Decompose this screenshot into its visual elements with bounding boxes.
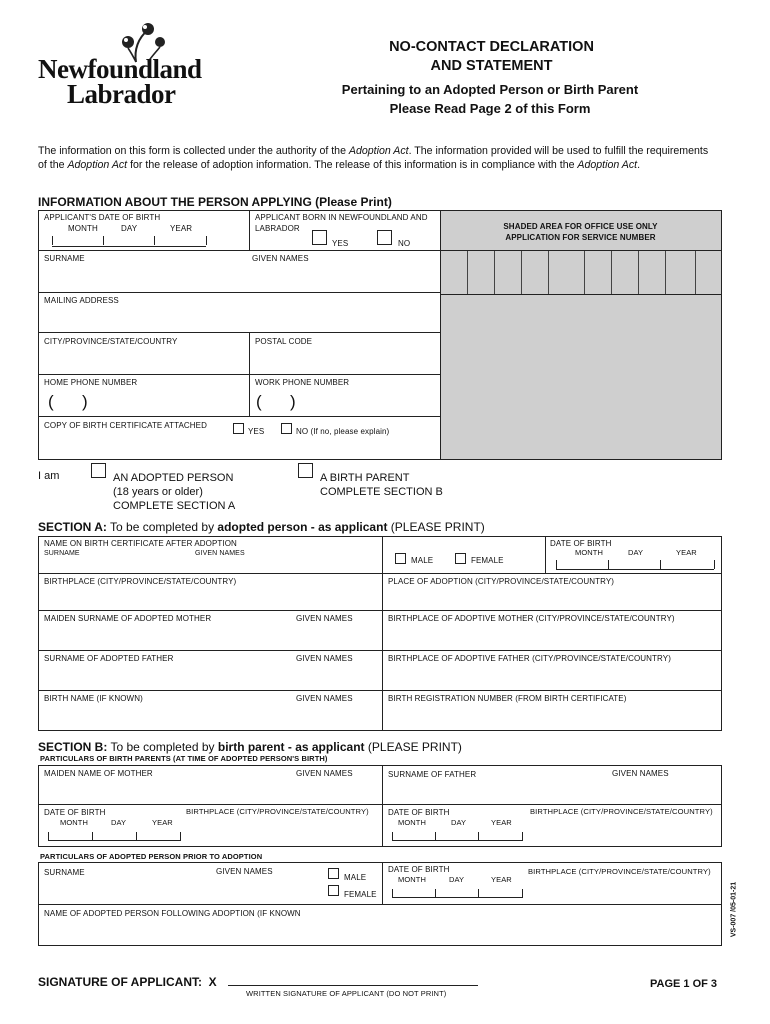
adopted-person-label-3: COMPLETE SECTION A bbox=[113, 500, 236, 512]
sec-a-birthplace-field[interactable] bbox=[40, 589, 380, 608]
section-a-heading: SECTION A: To be completed by adopted person - as applicant (PLEASE PRINT) bbox=[38, 520, 485, 534]
prior-birthplace-label: BIRTHPLACE (CITY/PROVINCE/STATE/COUNTRY) bbox=[528, 867, 711, 876]
father-dob-month-label: MONTH bbox=[398, 818, 426, 827]
i-am-label: I am bbox=[38, 470, 60, 482]
mother-given-names-label: GIVEN NAMES bbox=[296, 769, 353, 778]
name-following-adoption-label: NAME OF ADOPTED PERSON FOLLOWING ADOPTION (IF KNOWN bbox=[44, 909, 301, 918]
birth-cert-yes-checkbox[interactable] bbox=[233, 423, 244, 434]
prior-surname-label: SURNAME bbox=[44, 868, 85, 877]
mother-birthplace-label: BIRTHPLACE (CITY/PROVINCE/STATE/COUNTRY) bbox=[186, 807, 369, 816]
prior-male-label: MALE bbox=[344, 873, 367, 882]
father-dob-label: DATE OF BIRTH bbox=[388, 808, 450, 817]
father-dob-day-label: DAY bbox=[451, 818, 467, 827]
city-label: CITY/PROVINCE/STATE/COUNTRY bbox=[44, 337, 178, 346]
form-subtitle-line1: Pertaining to an Adopted Person or Birth Parent bbox=[341, 82, 639, 97]
sec-a-dob-day-label: DAY bbox=[628, 548, 644, 557]
prior-dob-year-label: YEAR bbox=[491, 875, 512, 884]
name-on-cert-field[interactable] bbox=[40, 559, 380, 572]
mother-name-field[interactable] bbox=[40, 781, 380, 802]
birth-parent-label-2: COMPLETE SECTION B bbox=[320, 486, 443, 498]
born-nl-yes-label: YES bbox=[332, 239, 349, 248]
born-nl-label-2: LABRADOR bbox=[255, 224, 300, 233]
father-dob-year-label: YEAR bbox=[491, 818, 512, 827]
mother-dob-field[interactable] bbox=[48, 832, 180, 841]
father-birthplace-label: BIRTHPLACE (CITY/PROVINCE/STATE/COUNTRY) bbox=[530, 807, 713, 816]
postal-code-label: POSTAL CODE bbox=[255, 337, 313, 346]
father-name-field[interactable] bbox=[384, 781, 720, 802]
sec-a-female-checkbox[interactable] bbox=[455, 553, 466, 564]
born-nl-no-checkbox[interactable] bbox=[377, 230, 392, 245]
maiden-mother-label: MAIDEN SURNAME OF ADOPTED MOTHER bbox=[44, 614, 212, 623]
applicant-dob-field[interactable] bbox=[52, 236, 206, 247]
applicant-name-field[interactable] bbox=[40, 266, 438, 290]
adopted-father-field[interactable] bbox=[40, 666, 380, 688]
birth-parent-checkbox[interactable] bbox=[298, 463, 313, 478]
birth-name-given-label: GIVEN NAMES bbox=[296, 694, 353, 703]
signature-line[interactable] bbox=[228, 985, 478, 986]
prior-to-adoption-label: PARTICULARS OF ADOPTED PERSON PRIOR TO ADOPTION bbox=[40, 852, 263, 861]
page-number: PAGE 1 OF 3 bbox=[650, 978, 718, 990]
sec-a-male-checkbox[interactable] bbox=[395, 553, 406, 564]
applicant-dob-label: APPLICANT'S DATE OF BIRTH bbox=[44, 213, 161, 222]
bp-adoptive-father-label: BIRTHPLACE OF ADOPTIVE FATHER (CITY/PROVINCE/STATE/COUNTRY) bbox=[388, 654, 671, 663]
maiden-mother-field[interactable] bbox=[40, 626, 380, 648]
birth-reg-number-field[interactable] bbox=[384, 706, 720, 729]
applicant-given-names-label: GIVEN NAMES bbox=[252, 254, 309, 263]
mother-dob-day-label: DAY bbox=[111, 818, 127, 827]
sec-a-male-label: MALE bbox=[411, 556, 434, 565]
sec-a-female-label: FEMALE bbox=[471, 556, 504, 565]
sec-a-dob-year-label: YEAR bbox=[676, 548, 697, 557]
father-dob-field[interactable] bbox=[392, 832, 522, 841]
adopted-father-given-label: GIVEN NAMES bbox=[296, 654, 353, 663]
born-nl-no-label: NO bbox=[398, 239, 411, 248]
adopted-person-checkbox[interactable] bbox=[91, 463, 106, 478]
mailing-address-field[interactable] bbox=[40, 308, 438, 330]
intro-paragraph: The information on this form is collected under the authority of the Adoption Act. The information provided will be used to fulfill the requirements of the Adoption Act for the release of adoption information. The release of this information is in compliance with the Adoption Act. bbox=[38, 145, 709, 171]
birth-cert-no-checkbox[interactable] bbox=[281, 423, 292, 434]
prior-male-checkbox[interactable] bbox=[328, 868, 339, 879]
birth-cert-yes-label: YES bbox=[248, 427, 265, 436]
prior-dob-day-label: DAY bbox=[449, 875, 465, 884]
form-title-line2: AND STATEMENT bbox=[430, 58, 553, 74]
place-of-adoption-label: PLACE OF ADOPTION (CITY/PROVINCE/STATE/COUNTRY) bbox=[388, 577, 615, 586]
applicant-dob-year-label: YEAR bbox=[170, 224, 193, 233]
birth-cert-no-label: NO (If no, please explain) bbox=[296, 427, 390, 436]
work-phone-field[interactable]: ( ) bbox=[256, 392, 296, 411]
sec-a-birthplace-label: BIRTHPLACE (CITY/PROVINCE/STATE/COUNTRY) bbox=[44, 577, 237, 586]
logo-text-labrador: Labrador bbox=[67, 79, 176, 109]
birth-reg-number-label: BIRTH REGISTRATION NUMBER (FROM BIRTH CERTIFICATE) bbox=[388, 694, 627, 703]
signature-caption: WRITTEN SIGNATURE OF APPLICANT (DO NOT PRINT) bbox=[246, 989, 447, 998]
mother-dob-month-label: MONTH bbox=[60, 818, 88, 827]
place-of-adoption-field[interactable] bbox=[384, 589, 720, 608]
section-b-heading: SECTION B: To be completed by birth parent - as applicant (PLEASE PRINT) bbox=[38, 740, 462, 754]
maiden-mother-given-label: GIVEN NAMES bbox=[296, 614, 353, 623]
born-nl-label-1: APPLICANT BORN IN NEWFOUNDLAND AND bbox=[255, 213, 428, 222]
father-birthplace-field[interactable] bbox=[530, 819, 720, 845]
born-nl-yes-checkbox[interactable] bbox=[312, 230, 327, 245]
home-phone-label: HOME PHONE NUMBER bbox=[44, 378, 138, 387]
work-phone-label: WORK PHONE NUMBER bbox=[255, 378, 350, 387]
birth-name-label: BIRTH NAME (IF KNOWN) bbox=[44, 694, 143, 703]
name-on-cert-given-label: GIVEN NAMES bbox=[195, 550, 245, 557]
prior-dob-label: DATE OF BIRTH bbox=[388, 865, 450, 874]
form-code: VS-007 /05-01-21 bbox=[730, 881, 738, 938]
name-following-adoption-field[interactable] bbox=[40, 921, 720, 944]
surname-father-label: SURNAME OF FATHER bbox=[388, 770, 477, 779]
bp-adoptive-mother-field[interactable] bbox=[384, 626, 720, 648]
prior-dob-field[interactable] bbox=[392, 889, 522, 898]
office-use-shaded-area bbox=[440, 211, 721, 459]
signature-label: SIGNATURE OF APPLICANT: X bbox=[38, 975, 217, 989]
prior-dob-month-label: MONTH bbox=[398, 875, 426, 884]
city-field[interactable] bbox=[40, 349, 247, 371]
sec-a-dob-month-label: MONTH bbox=[575, 548, 603, 557]
form-title-line1: NO-CONTACT DECLARATION bbox=[389, 39, 594, 55]
birth-parents-particulars-label: PARTICULARS OF BIRTH PARENTS (AT TIME OF ADOPTED PERSON'S BIRTH) bbox=[40, 754, 328, 763]
logo bbox=[38, 20, 202, 109]
bp-adoptive-father-field[interactable] bbox=[384, 666, 720, 688]
prior-female-label: FEMALE bbox=[344, 890, 377, 899]
applicant-dob-month-label: MONTH bbox=[68, 224, 98, 233]
applicant-surname-label: SURNAME bbox=[44, 254, 85, 263]
mother-dob-label: DATE OF BIRTH bbox=[44, 808, 106, 817]
mother-birthplace-field[interactable] bbox=[186, 819, 380, 845]
applicant-dob-day-label: DAY bbox=[121, 224, 138, 233]
birth-cert-attached-label: COPY OF BIRTH CERTIFICATE ATTACHED bbox=[44, 421, 207, 430]
postal-code-field[interactable] bbox=[251, 349, 438, 371]
bp-adoptive-mother-label: BIRTHPLACE OF ADOPTIVE MOTHER (CITY/PROVINCE/STATE/COUNTRY) bbox=[388, 614, 675, 623]
adopted-person-label-1: AN ADOPTED PERSON bbox=[113, 472, 234, 484]
prior-female-checkbox[interactable] bbox=[328, 885, 339, 896]
father-given-names-label: GIVEN NAMES bbox=[612, 769, 669, 778]
name-on-cert-label: NAME ON BIRTH CERTIFICATE AFTER ADOPTION bbox=[44, 539, 237, 548]
mother-dob-year-label: YEAR bbox=[152, 818, 173, 827]
name-on-cert-surname-label: SURNAME bbox=[44, 550, 80, 557]
birth-parent-label-1: A BIRTH PARENT bbox=[320, 472, 410, 484]
birth-name-field[interactable] bbox=[40, 706, 380, 729]
office-use-label-1: SHADED AREA FOR OFFICE USE ONLY bbox=[503, 222, 658, 231]
home-phone-field[interactable]: ( ) bbox=[48, 392, 88, 411]
office-use-label-2: APPLICATION FOR SERVICE NUMBER bbox=[505, 233, 656, 242]
applicant-heading: INFORMATION ABOUT THE PERSON APPLYING (Please Print) bbox=[38, 195, 392, 209]
mailing-address-label: MAILING ADDRESS bbox=[44, 296, 119, 305]
sec-a-dob-label: DATE OF BIRTH bbox=[550, 539, 612, 548]
form-subtitle-line2: Please Read Page 2 of this Form bbox=[389, 101, 591, 116]
surname-adopted-father-label: SURNAME OF ADOPTED FATHER bbox=[44, 654, 174, 663]
maiden-name-mother-label: MAIDEN NAME OF MOTHER bbox=[44, 769, 153, 778]
prior-name-field[interactable] bbox=[40, 880, 320, 902]
prior-given-names-label: GIVEN NAMES bbox=[216, 867, 273, 876]
prior-birthplace-field[interactable] bbox=[528, 879, 720, 902]
sec-a-dob-field[interactable] bbox=[556, 560, 714, 570]
adopted-person-label-2: (18 years or older) bbox=[113, 486, 203, 498]
logo-text-newfoundland: Newfoundland bbox=[38, 54, 202, 84]
